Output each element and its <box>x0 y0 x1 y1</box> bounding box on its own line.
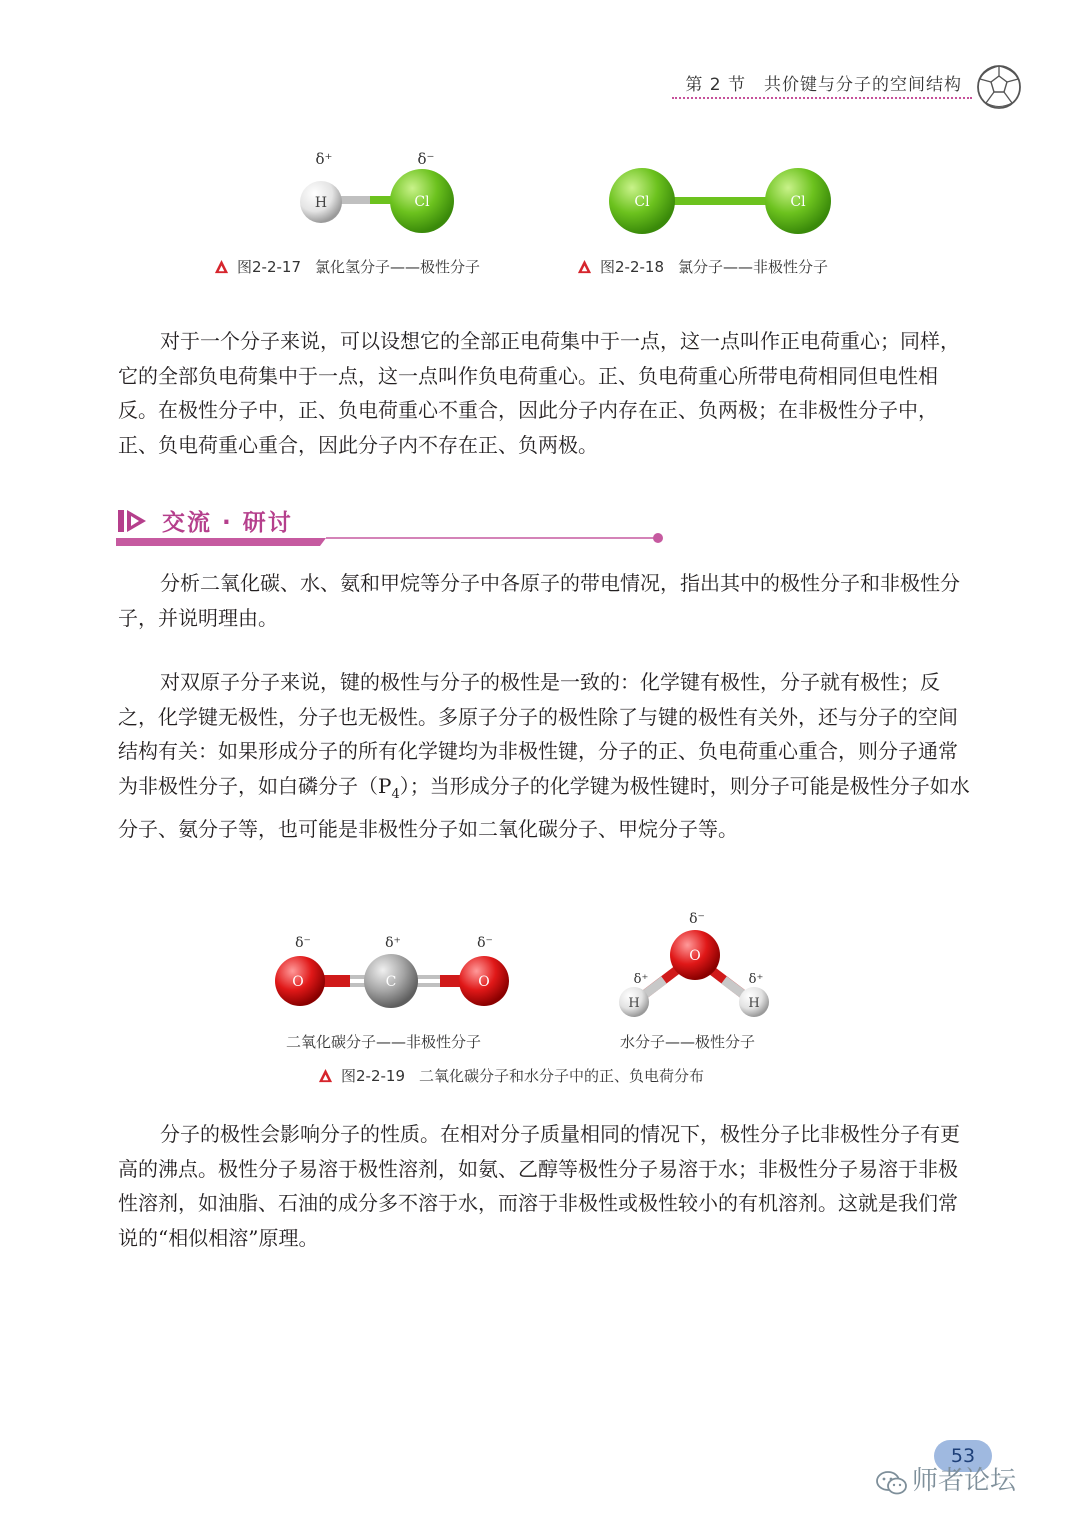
co2-label: 二氧化碳分子——非极性分子 <box>286 1033 482 1051</box>
figure-19-caption <box>318 1065 704 1086</box>
h2o-atom-label-h1: H <box>628 996 640 1011</box>
h2o-atom-label-h2: H <box>748 996 760 1011</box>
hcl-charge-h: δ⁺ <box>315 150 333 168</box>
paragraph-charge-centers: 对于一个分子来说，可以设想它的全部正电荷集中于一点，这一点叫作正电荷重心；同样，它的全部负电荷集中于一点，这一点叫作负电荷重心。正、负电荷重心所带电荷相同但电性相反。在极性分子中，正、负电荷重心不重合，因此分子内存在正、负两极；在非极性分子中，正、负电荷重心重合，因此分子内不存在正、负两极。 <box>118 329 960 457</box>
figure-18-number: 图2-2-18 <box>600 258 664 276</box>
wechat-icon <box>876 1470 908 1496</box>
section-underline <box>116 532 668 550</box>
hcl-charge-cl: δ⁻ <box>417 150 435 168</box>
hcl-atom-label-h: H <box>314 195 328 211</box>
caption-triangle-icon <box>318 1068 333 1083</box>
watermark-text: 师者论坛 <box>912 1466 1017 1496</box>
cl2-molecule-diagram <box>600 160 840 240</box>
figure-19-number: 图2-2-19 <box>341 1067 405 1085</box>
h2o-charge-o: δ⁻ <box>689 911 705 927</box>
caption-triangle-icon <box>577 259 592 274</box>
co2-atom-label-o2: O <box>478 974 490 990</box>
paragraph-2-text-before: 对双原子分子来说，键的极性与分子的极性是一致的：化学键有极性，分子就有极性；反之，化学键无极性，分子也无极性。多原子分子的极性除了与键的极性有关外，还与分子的空间结构有关：如果形成分子的所有化学键均为非极性键，分子的正、负电荷重心重合，则分子通常为非极性分子，如白磷分子（P <box>118 670 958 798</box>
section-title: 交流 · 研讨 <box>162 510 293 536</box>
section-arrow-icon <box>118 508 148 534</box>
figure-17-number: 图2-2-17 <box>237 258 301 276</box>
co2-atom-label-c: C <box>385 974 397 990</box>
paragraph-2-text-after: ）；当形成分子的化学键为极性键时，则分子可能是极性分子如水分子、氨分子等，也可能是非极性分子如二氧化碳分子、甲烷分子等。 <box>118 773 970 841</box>
figure-18-caption <box>577 256 828 277</box>
paragraph-like-dissolves-like: 分子的极性会影响分子的性质。在相对分子质量相同的情况下，极性分子比非极性分子有更高的沸点。极性分子易溶于极性溶剂，如氨、乙醇等极性分子易溶于水；非极性分子易溶于非极性溶剂，如油脂、石油的成分多不溶于水，而溶于非极性或极性较小的有机溶剂。这就是我们常说的“相似相溶”原理。 <box>118 1122 960 1250</box>
co2-charge-o2: δ⁻ <box>477 935 493 951</box>
hcl-atom-label-cl: Cl <box>414 194 430 210</box>
caption-triangle-icon <box>214 259 229 274</box>
figure-17-text: 氯化氢分子——极性分子 <box>315 258 481 276</box>
co2-molecule-diagram <box>270 925 520 1020</box>
paragraph-molecular-polarity <box>118 665 974 847</box>
figure-19-text: 二氧化碳分子和水分子中的正、负电荷分布 <box>419 1067 705 1085</box>
hcl-molecule-diagram <box>280 140 480 250</box>
page-header-title: 第 2 节 共价键与分子的空间结构 <box>685 75 962 95</box>
h2o-atom-label-o: O <box>689 948 701 964</box>
co2-charge-o1: δ⁻ <box>295 935 311 951</box>
h2o-charge-h1: δ⁺ <box>633 972 649 987</box>
figure-18-text: 氯分子——非极性分子 <box>678 258 829 276</box>
page-number: 53 <box>934 1440 992 1472</box>
cl2-atom-label-left: Cl <box>634 194 650 210</box>
figure-17-caption <box>214 256 480 277</box>
fullerene-icon <box>974 62 1024 112</box>
header-divider <box>672 97 972 99</box>
co2-atom-label-o1: O <box>292 974 304 990</box>
p4-subscript: 4 <box>391 786 400 802</box>
co2-charge-c: δ⁺ <box>385 935 401 951</box>
h2o-label: 水分子——极性分子 <box>620 1033 756 1051</box>
discussion-prompt: 分析二氧化碳、水、氨和甲烷等分子中各原子的带电情况，指出其中的极性分子和非极性分子，并说明理由。 <box>118 571 960 630</box>
h2o-charge-h2: δ⁺ <box>748 972 764 987</box>
h2o-molecule-diagram <box>608 905 778 1020</box>
cl2-atom-label-right: Cl <box>790 194 806 210</box>
